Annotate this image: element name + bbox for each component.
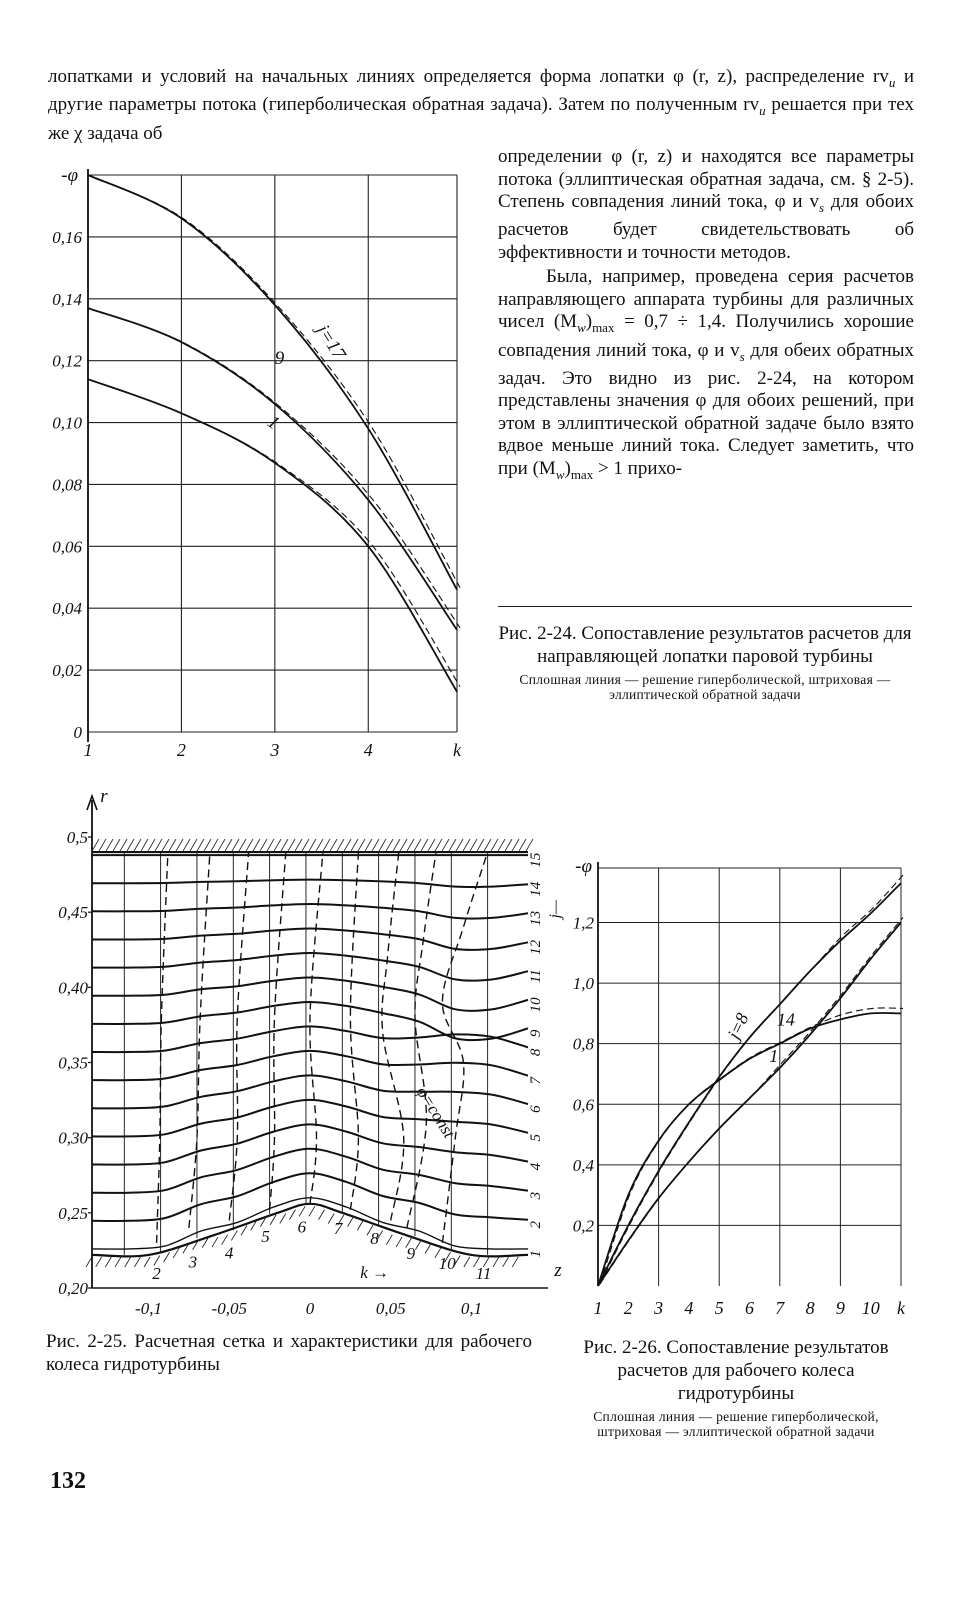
fig24-y-tick: 0,02 [52, 661, 82, 681]
fig25-grid [87, 796, 548, 1288]
intro-text-1: лопатками и условий на начальных линиях определяется форма лопатки φ (r, z), распределение rv [48, 66, 889, 87]
fig24-y-tick: 0,12 [52, 351, 82, 371]
fig24-y-label: -φ [61, 165, 78, 186]
fig26-series-dashed [600, 918, 903, 1285]
fig26-y-tick: 0,4 [572, 1155, 594, 1175]
fig25-hub-hatch [319, 1210, 325, 1220]
fig25-shroud-hatch [204, 839, 211, 851]
right-text-2c-sub: s [739, 348, 745, 364]
column-rule [498, 606, 912, 607]
fig26-series-dashed [600, 875, 903, 1284]
right-text-2f: > 1 прихо- [593, 457, 683, 479]
fig24-y-tick: 0 [73, 723, 82, 742]
fig25-hub-hatch [493, 1257, 499, 1267]
fig26-x-tick: 9 [835, 1298, 845, 1318]
right-text-2e-sub: max [570, 466, 594, 482]
fig24-series [88, 175, 460, 692]
fig25-streamline-label: 3 [528, 1191, 544, 1200]
fig25-shroud-hatch [225, 839, 232, 851]
fig25-k-axis-label: k → [360, 1263, 389, 1282]
fig25-shroud-hatch [456, 839, 463, 851]
fig25-z-label: z [554, 1260, 562, 1281]
fig24-x-tick: 4 [363, 740, 373, 760]
fig25-y-tick: 0,5 [66, 828, 88, 848]
fig25-shroud-hatch [337, 839, 344, 851]
fig25-y-tick: 0,45 [58, 903, 88, 923]
fig25-streamline-label: 5 [528, 1134, 544, 1142]
fig25-k-label: 5 [261, 1226, 270, 1246]
fig25-y-tick: 0,30 [58, 1128, 88, 1148]
fig25-k-label: 7 [333, 1219, 343, 1239]
fig26-label-14: 14 [776, 1009, 795, 1030]
right-text-1-end: для обоих расчетов будет свидетельствовать об эффективности и точности методов. [498, 191, 914, 263]
right-text-1: определении φ (r, z) и находятся все параметры потока (эллиптическая обратная задача, см. § 2-5). Степень совпадения линий тока, φ и v [498, 146, 914, 212]
fig25-shroud-hatch [498, 839, 505, 851]
fig25-shroud-hatch [239, 839, 246, 851]
fig24-chart [40, 155, 480, 770]
fig25-hub-hatch [115, 1257, 121, 1267]
fig25-streamline-label: 9 [528, 1029, 544, 1038]
fig25-shroud-hatch [190, 839, 197, 851]
fig25-k-label: 6 [297, 1217, 307, 1237]
fig25-streamline [92, 904, 528, 919]
fig24-caption: Рис. 2-24. Сопоставление результатов расчетов для направляющей лопатки паровой турбины [498, 623, 912, 667]
fig25-shroud-hatch [470, 839, 477, 851]
fig25-shroud-hatch [421, 839, 428, 851]
fig25-hub-hatch [425, 1243, 431, 1253]
page-number: 132 [50, 1468, 86, 1494]
fig25-shroud-hatch [274, 839, 281, 851]
fig25-streamline-label: 13 [528, 910, 544, 926]
fig25-hub-hatch [280, 1214, 286, 1224]
fig25-hub-hatch [164, 1252, 170, 1262]
fig25-k-label: 11 [475, 1263, 492, 1283]
fig26-x-tick: 5 [714, 1298, 724, 1318]
fig25-shroud-hatch [400, 839, 407, 851]
fig26-y-label: -φ [575, 856, 592, 877]
fig25-caption: Рис. 2-25. Расчетная сетка и характеристики для рабочего колеса гидротурбины [46, 1331, 532, 1375]
fig25-y-tick: 0,25 [58, 1203, 88, 1223]
fig26-caption-block [562, 1336, 910, 1439]
fig26-caption: Рис. 2-26. Сопоставление результатов расчетов для рабочего колеса гидротурбины [583, 1337, 889, 1404]
fig25-hub-hatch [231, 1230, 237, 1240]
fig25-shroud-hatch [232, 839, 239, 851]
fig25-shroud-hatch [92, 839, 99, 851]
fig25-shroud-hatch [260, 839, 267, 851]
intro-text-3: решается при тех же χ задача об [48, 94, 914, 144]
fig25-shroud-hatch [197, 839, 204, 851]
fig25-shroud-hatch [519, 839, 526, 851]
fig25-shroud-hatch [141, 839, 148, 851]
fig25-streamline-label: 10 [528, 997, 544, 1013]
fig25-shroud-hatch [169, 839, 176, 851]
fig26-grid [598, 862, 901, 1286]
fig25-x-tick: 0 [305, 1299, 315, 1318]
fig25-k-label: 10 [438, 1254, 456, 1274]
intro-paragraph [48, 66, 914, 145]
fig25-streamline [92, 880, 528, 887]
fig25-shroud-hatch [358, 839, 365, 851]
fig24-series-dashed [91, 176, 460, 588]
fig25-k-label: 8 [370, 1228, 379, 1248]
fig24-labels [52, 165, 462, 760]
fig25-shroud-hatch [372, 839, 379, 851]
fig25-streamline-label: 4 [528, 1162, 544, 1171]
fig25-hub-hatch [386, 1235, 392, 1245]
fig25-shroud-hatch [99, 839, 106, 851]
fig25-shroud-hatch [379, 839, 386, 851]
right-text-2a-sub: w [577, 320, 586, 336]
fig25-streamline [92, 1075, 528, 1108]
fig25-shroud-hatch [309, 839, 316, 851]
fig25-shroud-hatch [505, 839, 512, 851]
fig25-k-label: 4 [224, 1243, 234, 1263]
fig25-streamline-label: 1 [528, 1250, 544, 1258]
fig25-shroud-hatch [211, 839, 218, 851]
fig25-j-label: j— [547, 899, 564, 919]
fig26-x-tick: 8 [805, 1298, 815, 1318]
fig26-y-tick: 1,2 [572, 913, 594, 933]
fig25-shroud-hatch [113, 839, 120, 851]
fig26-label-1: 1 [769, 1045, 779, 1066]
fig25-streamline-label: 14 [528, 881, 544, 897]
fig26-x-tick: 1 [593, 1298, 603, 1318]
fig25-shroud-hatch [134, 839, 141, 851]
fig25-shroud-hatch [267, 839, 274, 851]
fig24-label-1: 1 [263, 411, 284, 435]
fig25-shroud-hatch [288, 839, 295, 851]
fig24-caption-block [494, 622, 916, 702]
fig25-shroud-hatch [330, 839, 337, 851]
fig26-series-solid [598, 1013, 901, 1286]
fig25-shroud-hatch [316, 839, 323, 851]
fig25-shroud-hatch [218, 839, 225, 851]
fig25-streamline [92, 1149, 528, 1193]
fig24-label-9: 9 [274, 347, 285, 369]
fig25-x-tick: 0,1 [460, 1299, 483, 1318]
right-text-2c: = 0,7 ÷ 1,4. Получились хорошие совпадения линий тока, φ и v [498, 311, 914, 361]
fig25-shroud-hatch [512, 839, 519, 851]
fig26-y-tick: 0,6 [572, 1095, 594, 1115]
fig25-hub-hatch [241, 1225, 247, 1235]
fig25-hub-hatch [357, 1220, 363, 1230]
fig26-x-tick: 10 [861, 1298, 880, 1318]
fig25-shroud-hatch [449, 839, 456, 851]
fig26-series-dashed [600, 1008, 903, 1284]
fig24-grid [88, 169, 457, 742]
fig25-streamline [92, 1124, 528, 1164]
fig25-x-tick: -0,1 [135, 1299, 162, 1318]
fig25-hub-hatch [125, 1257, 131, 1267]
fig25-shroud-hatch [127, 839, 134, 851]
fig25-shroud-hatch [106, 839, 113, 851]
fig25-x-tick: 0,05 [375, 1299, 406, 1318]
fig25-shroud-hatch [442, 839, 449, 851]
fig26-x-tick: 3 [654, 1298, 664, 1318]
fig25-hub-hatch [415, 1240, 421, 1250]
fig25-streamline-label: 7 [528, 1076, 544, 1085]
fig25-shroud-hatch [414, 839, 421, 851]
fig25-shroud-hatch [351, 839, 358, 851]
fig25-streamline-label: 12 [528, 939, 544, 955]
fig26-y-tick: 0,8 [572, 1034, 594, 1054]
fig24-y-tick: 0,16 [52, 227, 82, 247]
fig25-hub-hatch [348, 1217, 354, 1227]
fig25-characteristic [407, 852, 436, 1228]
fig25-shroud-hatch [393, 839, 400, 851]
fig25-shroud-hatch [323, 839, 330, 851]
fig24-y-tick: 0,06 [52, 537, 82, 557]
fig25-shroud-hatch [477, 839, 484, 851]
fig25-shroud-hatch [435, 839, 442, 851]
intro-sub-1: u [888, 74, 896, 90]
right-text-2b-sub: max [592, 320, 615, 336]
right-column-text [498, 146, 914, 486]
right-text-1-sub: s [818, 199, 825, 215]
fig25-hub-hatch [503, 1257, 509, 1267]
intro-sub-2: u [759, 103, 766, 119]
fig26-x-tick: 7 [775, 1298, 785, 1318]
fig25-hub-hatch [96, 1257, 102, 1267]
fig26-x-tick: 6 [745, 1298, 754, 1318]
fig24-label-j17: j=17 [312, 320, 350, 364]
fig25-shroud-hatch [246, 839, 253, 851]
fig25-hub-hatch [464, 1257, 470, 1267]
fig26-series [598, 875, 903, 1286]
right-text-2d: для обеих обратных задач. Это видно из рис. 2-24, на котором представлены значения φ для обоих решений, при этом в эллиптической обратной задаче было взято вдвое меньше линий тока. Следует заметить, что при (M [498, 339, 914, 479]
fig25-shroud-hatch [491, 839, 498, 851]
fig25-shroud-hatch [407, 839, 414, 851]
fig26-y-tick: 1,0 [572, 974, 594, 994]
fig25-shroud-hatch [302, 839, 309, 851]
fig25-x-tick: -0,05 [211, 1299, 247, 1318]
fig25-hub-hatch [144, 1257, 150, 1267]
fig24-x-tick: 1 [83, 740, 93, 760]
fig25-streamline [92, 1100, 528, 1137]
fig25-streamline-label: 6 [528, 1105, 544, 1113]
fig25-shroud-hatch [155, 839, 162, 851]
fig25-shroud-hatch [344, 839, 351, 851]
fig25-shroud-hatch [526, 839, 533, 851]
fig25-shroud-hatch [162, 839, 169, 851]
fig24-y-tick: 0,04 [52, 599, 82, 619]
fig25-annotation: φ=const [412, 1083, 459, 1142]
fig24-x-tick: k [453, 740, 461, 760]
fig26-x-tick: 2 [623, 1298, 633, 1318]
fig25-y-tick: 0,40 [58, 978, 88, 998]
fig25-lines [86, 839, 533, 1267]
fig25-streamline-label: 2 [528, 1221, 544, 1229]
fig24-subcaption: Сплошная линия — решение гиперболической, штриховая — эллиптической обратной задачи [519, 672, 891, 702]
fig25-k-label: 3 [188, 1252, 198, 1272]
fig25-hub-hatch [270, 1215, 276, 1225]
fig25-shroud-hatch [386, 839, 393, 851]
fig25-shroud-hatch [428, 839, 435, 851]
fig25-shroud-hatch [183, 839, 190, 851]
fig25-streamline-label: 8 [528, 1048, 544, 1057]
fig25-hub-hatch [212, 1237, 218, 1247]
fig26-chart [555, 850, 925, 1320]
fig24-y-tick: 0,14 [52, 289, 82, 309]
fig25-chart [40, 780, 564, 1325]
right-text-2a: Была, например, проведена серия расчетов направляющего аппарата турбины для различных чисел (M [498, 266, 914, 333]
fig25-hub-hatch [289, 1210, 295, 1220]
fig25-caption-block [46, 1330, 532, 1376]
fig25-shroud-hatch [120, 839, 127, 851]
fig25-shroud-hatch [365, 839, 372, 851]
fig25-k-label: 2 [152, 1263, 161, 1283]
right-text-2e: ) [564, 457, 571, 479]
fig25-shroud-hatch [176, 839, 183, 851]
fig24-y-tick: 0,10 [52, 413, 82, 433]
fig26-x-tick: k [897, 1298, 905, 1318]
fig25-hub-hatch [396, 1237, 402, 1247]
fig25-streamline-label: 11 [528, 969, 544, 984]
right-text-2b: ) [585, 311, 593, 333]
fig25-y-tick: 0,20 [58, 1279, 88, 1298]
fig25-shroud-hatch [281, 839, 288, 851]
fig26-label-j8: j=8 [723, 1009, 753, 1043]
fig25-r-label: r [100, 786, 108, 807]
fig25-streamline-label: 15 [528, 852, 544, 868]
fig25-shroud-hatch [253, 839, 260, 851]
fig26-x-tick: 4 [684, 1298, 694, 1318]
intro-text-2: и другие параметры потока (гиперболическая обратная задача). Затем по полученным rv [48, 66, 915, 116]
right-text-2d-sub: w [555, 466, 565, 482]
fig24-series-solid [88, 308, 457, 630]
fig25-y-tick: 0,35 [58, 1053, 88, 1073]
fig25-shroud-hatch [484, 839, 491, 851]
fig25-k-label: 9 [406, 1244, 416, 1264]
fig24-y-tick: 0,08 [52, 475, 82, 495]
fig25-shroud-hatch [295, 839, 302, 851]
fig25-hub-hatch [105, 1257, 111, 1267]
fig25-shroud-hatch [463, 839, 470, 851]
fig24-x-tick: 2 [176, 740, 186, 760]
fig25-hub-hatch [309, 1206, 315, 1216]
fig24-x-tick: 3 [270, 740, 280, 760]
fig25-hub-hatch [134, 1257, 140, 1267]
fig26-y-tick: 0,2 [572, 1216, 594, 1236]
fig25-hub-hatch [512, 1257, 518, 1267]
fig25-shroud-hatch [148, 839, 155, 851]
fig25-hub-hatch [299, 1206, 305, 1216]
fig26-subcaption: Сплошная линия — решение гиперболической, штриховая — эллиптической обратной задачи [593, 1409, 879, 1439]
